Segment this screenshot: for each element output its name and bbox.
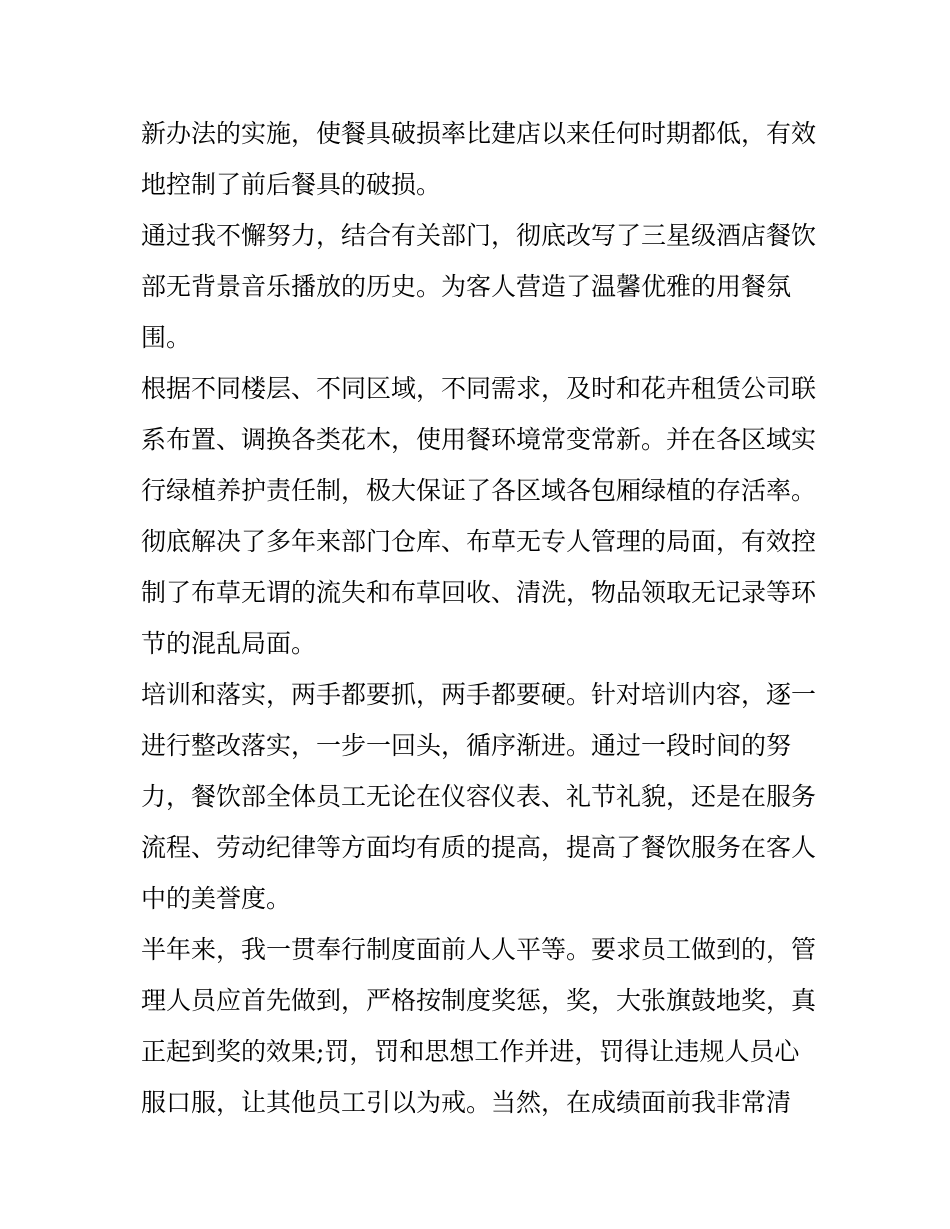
text-line: 通过我不懈努力，结合有关部门，彻底改写了三星级酒店餐饮 <box>141 221 817 250</box>
text-line: 围。 <box>141 323 192 352</box>
text-line: 新办法的实施，使餐具破损率比建店以来任何时期都低，有效 <box>141 119 817 148</box>
text-line: 力，餐饮部全体员工无论在仪容仪表、礼节礼貌，还是在服务 <box>141 782 817 811</box>
text-line: 地控制了前后餐具的破损。 <box>141 170 442 199</box>
text-line: 进行整改落实，一步一回头，循序渐进。通过一段时间的努 <box>141 731 792 760</box>
text-line: 半年来，我一贯奉行制度面前人人平等。要求员工做到的，管 <box>141 935 817 964</box>
text-line: 部无背景音乐播放的历史。为客人营造了温馨优雅的用餐氛 <box>141 272 792 301</box>
text-line: 行绿植养护责任制，极大保证了各区域各包厢绿植的存活率。 <box>141 476 817 505</box>
text-line: 流程、劳动纪律等方面均有质的提高，提高了餐饮服务在客人 <box>141 833 817 862</box>
text-line: 服口服，让其他员工引以为戒。当然，在成绩面前我非常清 <box>141 1088 792 1117</box>
text-line: 理人员应首先做到，严格按制度奖惩，奖，大张旗鼓地奖，真 <box>141 986 817 1015</box>
text-line: 系布置、调换各类花木，使用餐环境常变常新。并在各区域实 <box>141 425 817 454</box>
text-line: 彻底解决了多年来部门仓库、布草无专人管理的局面，有效控 <box>141 527 817 556</box>
text-line: 根据不同楼层、不同区域，不同需求，及时和花卉租赁公司联 <box>141 374 817 403</box>
text-line: 制了布草无谓的流失和布草回收、清洗，物品领取无记录等环 <box>141 578 817 607</box>
text-line: 培训和落实，两手都要抓，两手都要硬。针对培训内容，逐一 <box>141 680 817 709</box>
text-line: 正起到奖的效果;罚，罚和思想工作并进，罚得让违规人员心 <box>141 1037 800 1066</box>
document-body <box>141 108 821 1128</box>
text-line: 节的混乱局面。 <box>141 629 317 658</box>
text-line: 中的美誉度。 <box>141 884 292 913</box>
